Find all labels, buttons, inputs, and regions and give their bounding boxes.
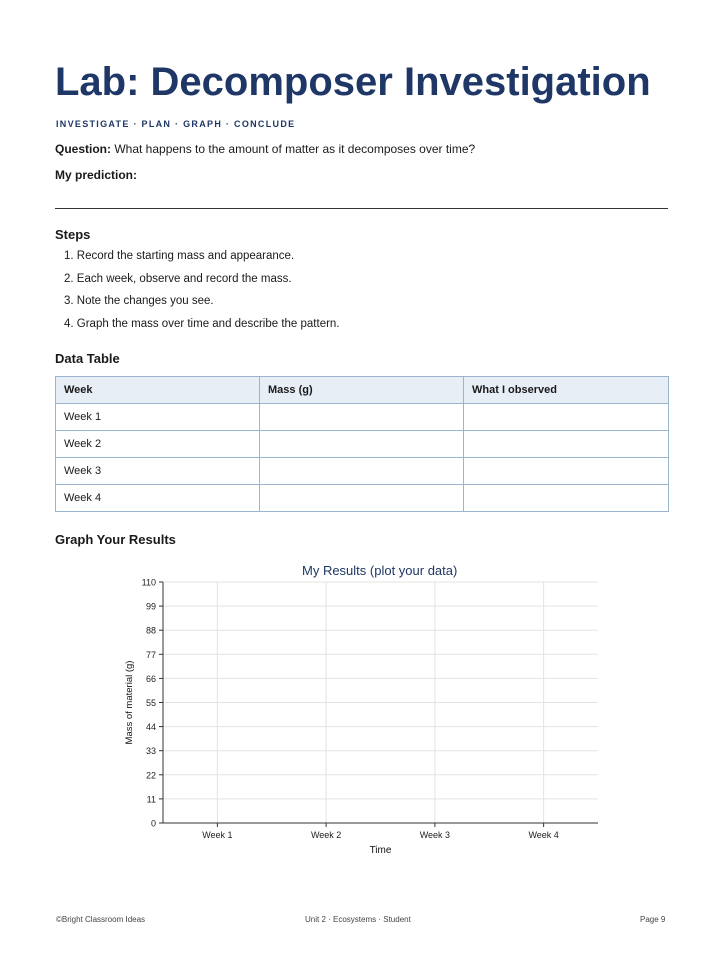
y-tick-label: 22: [145, 770, 156, 781]
mass-cell[interactable]: [260, 431, 464, 458]
y-axis-label: Mass of material (g): [124, 660, 135, 745]
table-row: [56, 485, 669, 512]
column-header-week: Week: [56, 377, 260, 404]
y-tick-label: 77: [145, 649, 156, 660]
step-item: 1. Record the starting mass and appearance.: [64, 250, 295, 262]
x-tick-label: Week 4: [528, 830, 559, 840]
data-table: [55, 376, 669, 512]
steps-heading: Steps: [55, 227, 91, 242]
week-cell: Week 2: [56, 431, 260, 458]
y-tick-label: 33: [145, 746, 156, 757]
table-row: [56, 458, 669, 485]
question-line: [55, 142, 475, 156]
results-chart: [110, 570, 610, 860]
week-cell: Week 4: [56, 485, 260, 512]
column-header-observed: What I observed: [464, 377, 669, 404]
page-title: Lab: Decomposer Investigation: [55, 60, 651, 104]
week-cell: Week 1: [56, 404, 260, 431]
step-item: 2. Each week, observe and record the mass.: [64, 272, 292, 285]
question-text: What happens to the amount of matter as it decomposes over time?: [111, 142, 476, 156]
y-tick-label: 0: [150, 818, 156, 829]
mass-cell[interactable]: [260, 485, 464, 512]
x-tick-label: Week 1: [202, 830, 233, 840]
observed-cell[interactable]: [464, 485, 669, 512]
table-row: [56, 404, 669, 431]
y-tick-label: 66: [145, 673, 156, 684]
data-table-heading: Data Table: [55, 351, 120, 366]
x-tick-label: Week 3: [419, 830, 451, 840]
footer-copyright: ©Bright Classroom Ideas: [56, 915, 146, 924]
y-tick-label: 88: [145, 625, 156, 636]
y-tick-label: 55: [145, 698, 156, 708]
observed-cell[interactable]: [464, 458, 669, 485]
step-item: 3. Note the changes you see.: [64, 295, 214, 308]
y-tick-label: 11: [146, 794, 156, 805]
observed-cell[interactable]: [464, 431, 669, 458]
y-tick-label: 99: [145, 601, 156, 612]
question-label: Question:: [55, 142, 111, 156]
prediction-label: My prediction:: [55, 168, 138, 182]
y-tick-label: 110: [141, 577, 156, 588]
mass-cell[interactable]: [260, 458, 464, 485]
chart-title: My Results (plot your data): [302, 563, 458, 578]
prediction-answer-line: [55, 208, 668, 209]
page-subtitle: INVESTIGATE · PLAN · GRAPH · CONCLUDE: [56, 119, 296, 129]
x-tick-label: Week 2: [310, 830, 342, 840]
graph-heading: Graph Your Results: [55, 532, 176, 547]
week-cell: Week 3: [56, 458, 260, 485]
table-row: [56, 431, 669, 458]
column-header-mass: Mass (g): [260, 377, 464, 404]
step-item: 4. Graph the mass over time and describe the pattern.: [64, 318, 340, 331]
observed-cell[interactable]: [464, 404, 669, 431]
footer-unit: Unit 2 · Ecosystems · Student: [305, 915, 411, 924]
footer-page-number: Page 9: [640, 915, 666, 924]
x-axis-label: Time: [369, 845, 392, 856]
y-tick-label: 44: [145, 722, 156, 733]
steps-list: [64, 250, 340, 341]
table-header-row: [56, 377, 669, 404]
mass-cell[interactable]: [260, 404, 464, 431]
